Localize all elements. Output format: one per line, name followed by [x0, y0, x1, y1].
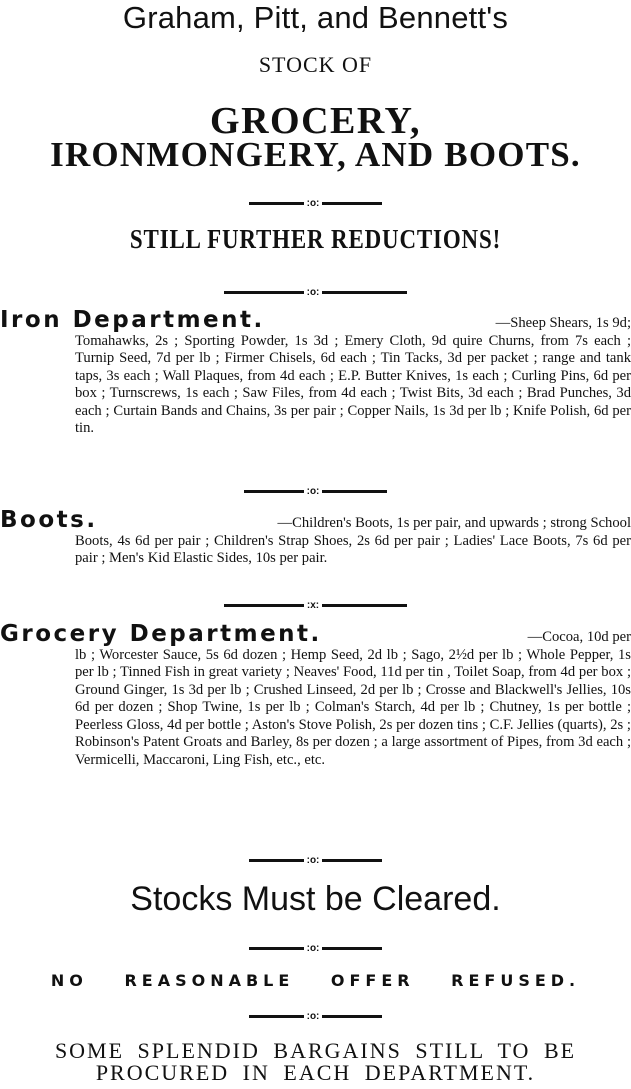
boots-department-body: Boots, 4s 6d per pair ; Children's Strap Shoes, 2s 6d per pair ; Ladies' Lace Boots, 7s 6d per pair ; Men's Kid Elastic Sides, 10s per pair.: [75, 532, 631, 566]
iron-department-first-line: —Sheep Shears, 1s 9d;: [495, 315, 631, 331]
divider-4: :x:: [0, 598, 631, 612]
boots-department-first-line: —Children's Boots, 1s per pair, and upwards ; strong School: [277, 515, 631, 531]
heading-ironmongery: IRONMONGERY, AND BOOTS.: [50, 135, 581, 174]
divider-6: :o:: [0, 941, 631, 955]
iron-department-title: Iron Department.: [0, 307, 265, 333]
boots-department-title: Boots.: [0, 507, 98, 533]
divider-1: :o:: [0, 196, 631, 210]
grocery-department-body: lb ; Worcester Sauce, 5s 6d dozen ; Hemp Seed, 2d lb ; Sago, 2½d per lb ; Whole Pepper, 1s per lb ; Tinned Fish in great variety ; Neaves' Food, 11d per tin , Toilet Soap, from 4d per box ; Ground Ginger, 1s 3d per lb ; Crushed Linseed, 2d per lb ; Crosse and Blackwell's Jellies, 10s 6d per dozen ; Shop Twine, 1s per lb ; Colman's Starch, 4d per lb ; Chutney, 1s per bottle ; Peerless Gloss, 4d per bottle ; Aston's Stove Polish, 2s per dozen tins ; C.F. Jellies (quarts), 2s ; Robinson's Patent Groats and Barley, 8s per dozen ; a large assortment of Pipes, from 3d each ; Vermicelli, Maccaroni, Ling Fish, etc., etc.: [75, 646, 631, 768]
splendid-bargains: SOME SPLENDID BARGAINS STILL TO BE PROCURED IN EACH DEPARTMENT.: [54, 1038, 577, 1085]
firm-name: Graham, Pitt, and Bennett's: [122, 0, 509, 35]
grocery-department-title: Grocery Department.: [0, 621, 322, 647]
boots-department: [0, 507, 631, 568]
divider-3: :o:: [0, 484, 631, 498]
no-offer-refused: NO REASONABLE OFFER REFUSED.: [50, 971, 581, 990]
iron-department-body: Tomahawks, 2s ; Sporting Powder, 1s 3d ; Emery Cloth, 9d quire Churns, from 7s each ; Turnip Seed, 7d per lb ; Firmer Chisels, 6d each ; Tin Tacks, 3d per packet ; range and tank taps, 3s each ; Wall Plaques, from 4d each ; E.P. Butter Knives, 1s each ; Curling Pins, 6d per box ; Turnscrews, 1s each ; Saw Files, from 4d each ; Twist Bits, 3d each ; Brad Punches, 3d each ; Curtain Bands and Chains, 3s per pair ; Copper Nails, 1s 3d per lb ; Knife Polish, 6d per tin.: [75, 332, 631, 436]
divider-2: :o:: [0, 285, 631, 299]
divider-7: :o:: [0, 1009, 631, 1023]
divider-5: :o:: [0, 853, 631, 867]
stocks-must-be-cleared: Stocks Must be Cleared.: [130, 880, 501, 918]
heading-grocery: GROCERY,: [210, 100, 421, 142]
headline: STILL FURTHER REDUCTIONS!: [129, 224, 502, 254]
grocery-department: [0, 621, 631, 769]
iron-department: [0, 307, 631, 438]
stock-of: STOCK OF: [258, 52, 373, 77]
grocery-department-first-line: —Cocoa, 10d per: [527, 629, 631, 645]
